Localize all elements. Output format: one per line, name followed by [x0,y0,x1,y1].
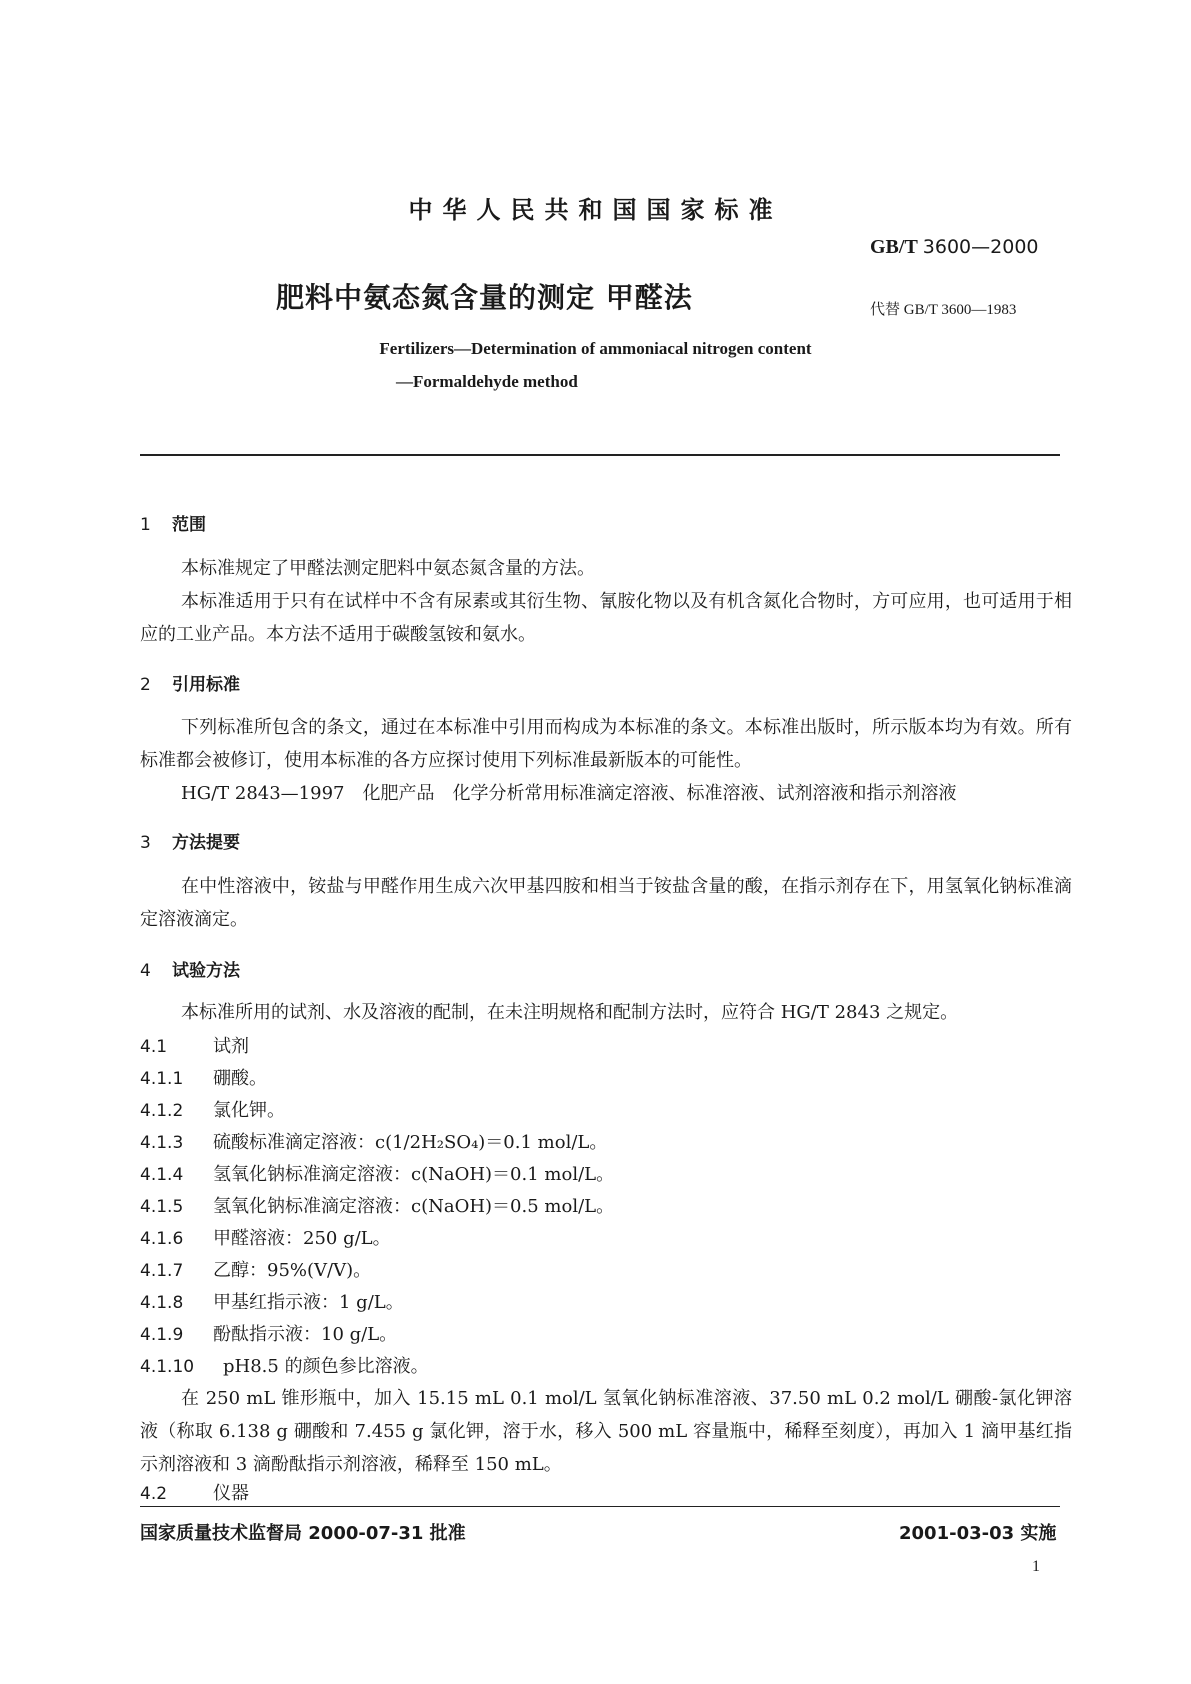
item-text: 氢氧化钠标准滴定溶液：c(NaOH)＝0.5 mol/L。 [213,1196,615,1217]
header-divider [140,454,1060,456]
item-number: 4.1.7 [140,1261,184,1281]
item-text: 甲醛溶液：250 g/L。 [213,1228,391,1249]
item-number: 4.1.6 [140,1229,184,1249]
item-4-1-2 [140,1096,285,1122]
section-heading-3 [140,828,240,853]
section-heading-1 [140,510,206,535]
standard-number: 3600—2000 [922,236,1039,258]
paragraph-scope-1: 本标准规定了甲醛法测定肥料中氨态氮含量的方法。 [181,558,595,579]
item-number: 4.1.9 [140,1325,184,1345]
item-4-1-6 [140,1224,391,1250]
standard-code [870,236,1039,259]
item-number: 4.1.2 [140,1101,184,1121]
item-4-1-4 [140,1160,614,1186]
item-4-1-9 [140,1320,397,1346]
item-text: 氢氧化钠标准滴定溶液：c(NaOH)＝0.1 mol/L。 [213,1164,615,1185]
section-number: 3 [140,833,151,853]
item-text: 氯化钾。 [213,1100,285,1121]
reference-entry: HG/T 2843—1997 化肥产品 化学分析常用标准滴定溶液、标准溶液、试剂溶液和指示剂溶液 [181,783,957,804]
item-4-1 [140,1032,249,1058]
item-number: 4.1 [140,1037,168,1057]
paragraph-test-method: 本标准所用的试剂、水及溶液的配制，在未注明规格和配制方法时，应符合 HG/T 2843 之规定。 [181,1002,959,1023]
section-title: 试验方法 [172,961,240,981]
item-number: 4.2 [140,1484,168,1504]
paragraph-normative-refs: 下列标准所包含的条文，通过在本标准中引用而构成为本标准的条文。本标准出版时，所示版本均为有效。所有标准都会被修订，使用本标准的各方应探讨使用下列标准最新版本的可能性。 [140,717,1072,771]
item-4-2 [140,1479,249,1505]
section-title: 范围 [172,515,206,535]
paragraph-method-principle: 在中性溶液中，铵盐与甲醛作用生成六次甲基四胺和相当于铵盐含量的酸，在指示剂存在下，用氢氧化钠标准滴定溶液滴定。 [140,876,1072,930]
section-title: 引用标准 [172,675,240,695]
item-number: 4.1.1 [140,1069,184,1089]
paragraph-scope-2: 本标准适用于只有在试样中不含有尿素或其衍生物、氰胺化物以及有机含氮化合物时，方可应用，也可适用于相应的工业产品。本方法不适用于碳酸氢铵和氨水。 [140,591,1072,645]
item-number: 4.1.3 [140,1133,184,1153]
implementation-date: 2001-03-03 实施 [899,1523,1057,1544]
item-text: 硫酸标准滴定溶液：c(1/2H₂SO₄)＝0.1 mol/L。 [213,1132,608,1153]
item-text: 硼酸。 [213,1068,267,1089]
section-number: 4 [140,961,151,981]
item-4-1-7 [140,1256,371,1282]
page-number: 1 [1032,1558,1040,1575]
footer-divider [140,1506,1060,1507]
item-text: 甲基红指示液：1 g/L。 [213,1292,404,1313]
english-title-line2: —Formaldehyde method [396,372,578,391]
item-4-1-5 [140,1192,614,1218]
replaces-note: 代替 GB/T 3600—1983 [870,302,1017,318]
section-heading-2 [140,670,240,695]
paragraph-reference-solution: 在 250 mL 锥形瓶中，加入 15.15 mL 0.1 mol/L 氢氧化钠标准溶液、37.50 mL 0.2 mol/L 硼酸-氯化钾溶液（称取 6.138 g 硼酸和 7.455 g 氯化钾，溶于水，移入 500 mL 容量瓶中，稀释至刻度），再加入 1 滴甲基红指示剂溶液和 3 滴酚酞指示剂溶液，稀释至 150 mL。 [140,1388,1072,1475]
section-number: 2 [140,675,151,695]
item-text: 酚酞指示液：10 g/L。 [213,1324,398,1345]
national-standard-heading: 中华人民共和国国家标准 [408,196,783,224]
item-text: pH8.5 的颜色参比溶液。 [223,1356,429,1377]
item-number: 4.1.8 [140,1293,184,1313]
item-text: 乙醇：95%(V/V)。 [213,1260,372,1281]
item-4-1-1 [140,1064,267,1090]
item-text: 试剂 [213,1036,249,1057]
approval-date: 国家质量技术监督局 2000-07-31 批准 [140,1523,466,1544]
item-4-1-3 [140,1128,607,1154]
section-number: 1 [140,515,151,535]
item-4-1-10 [140,1352,429,1378]
item-number: 4.1.4 [140,1165,184,1185]
item-text: 仪器 [213,1483,249,1504]
item-number: 4.1.10 [140,1357,195,1377]
chinese-title: 肥料中氨态氮含量的测定 甲醛法 [276,281,693,314]
item-number: 4.1.5 [140,1197,184,1217]
english-title-line1: Fertilizers—Determination of ammoniacal nitrogen content [379,339,812,358]
section-title: 方法提要 [172,833,240,853]
section-heading-4 [140,956,240,981]
standard-prefix: GB/T [870,236,918,258]
item-4-1-8 [140,1288,404,1314]
